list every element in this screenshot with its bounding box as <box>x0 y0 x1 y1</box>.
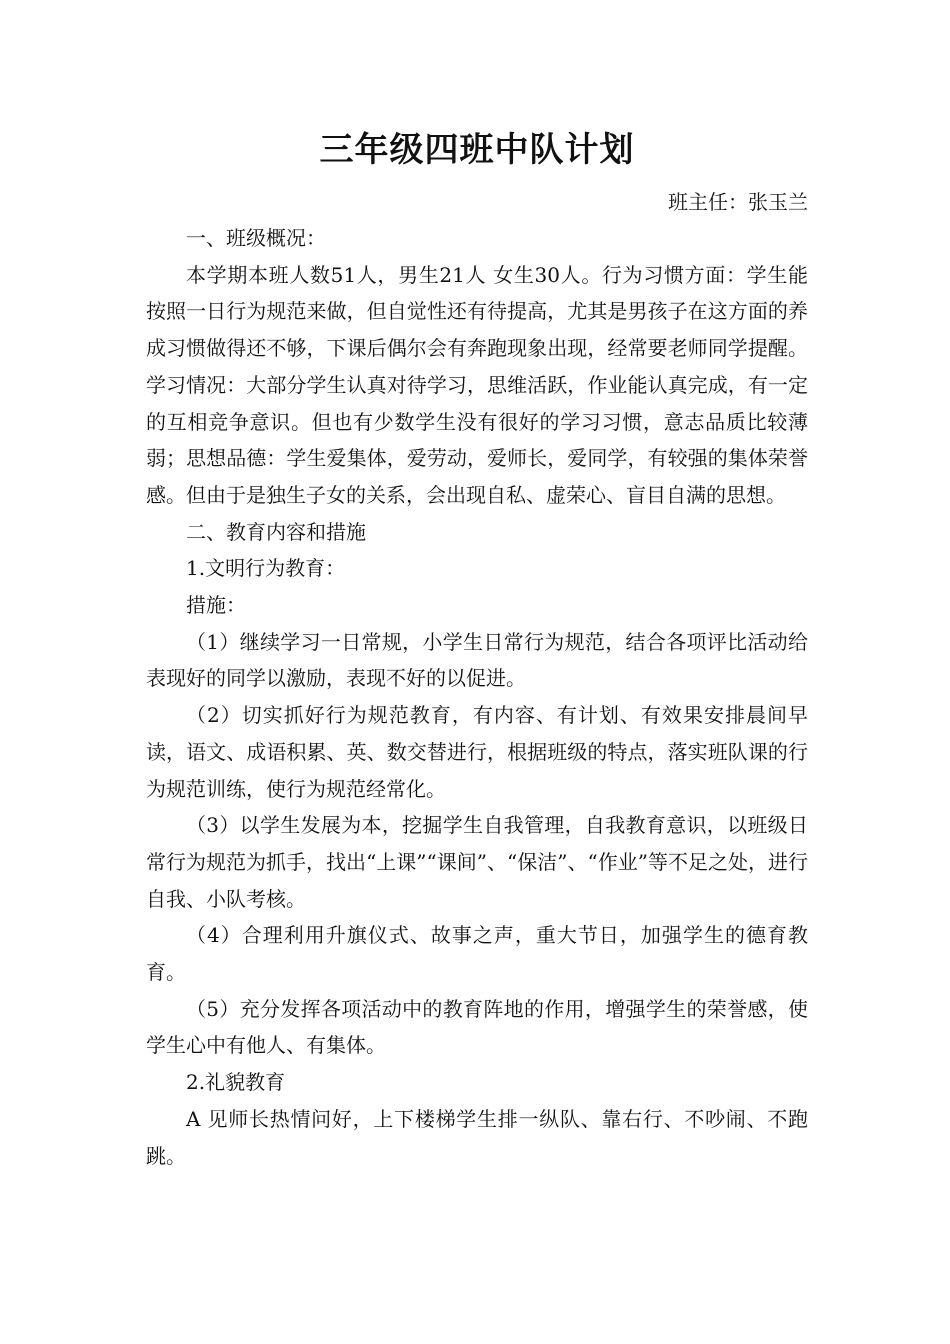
section-heading-class-overview: 一、班级概况： <box>186 226 326 250</box>
section-heading-education-measures: 二、教育内容和措施 <box>186 519 366 544</box>
paragraph-class-overview: 本学期本班人数51人，男生21人 女生30人。行为习惯方面：学生能按照一日行为规范来做，但自觉性还有待提高，尤其是男孩子在这方面的养成习惯做得还不够，下课后偶尔会有奔跑现象出现，经常要老师同学提醒。学习情况：大部分学生认真对待学习，思维活跃，作业能认真完成，有一定的互相竞争意识。但也有少数学生没有很好的学习习惯，意志品质比较薄弱；思想品德：学生爱集体，爱劳动，爱师长，爱同学，有较强的集体荣誉感。但由于是独生子女的关系，会出现自私、虚荣心、盲目自满的思想。 <box>146 262 808 507</box>
measure-item-5: （5）充分发挥各项活动中的教育阵地的作用，增强学生的荣誉感，使学生心中有他人、有集体。 <box>146 996 808 1058</box>
subheading-civilized-behavior: 1.文明行为教育： <box>186 556 346 581</box>
measure-item-2: （2）切实抓好行为规范教育，有内容、有计划、有效果安排晨间早读，语文、成语积累、英、数交替进行，根据班级的特点，落实班队课的行为规范训练，使行为规范经常化。 <box>146 703 808 801</box>
document-title: 三年级四班中队计划 <box>319 130 635 170</box>
document-content <box>146 122 808 1174</box>
teacher-name: 班主任：张玉兰 <box>668 190 808 214</box>
courtesy-item-a: A 见师长热情问好，上下楼梯学生排一纵队、靠右行、不吵闹、不跑跳。 <box>146 1106 808 1168</box>
measure-item-4: （4）合理利用升旗仪式、故事之声，重大节日，加强学生的德育教育。 <box>146 923 808 985</box>
measures-label: 措施： <box>186 593 246 618</box>
subheading-courtesy-education: 2.礼貌教育 <box>186 1070 286 1095</box>
measure-item-1: （1）继续学习一日常规，小学生日常行为规范，结合各项评比活动给表现好的同学以激励，表现不好的以促进。 <box>146 629 808 691</box>
measure-item-3: （3）以学生发展为本，挖掘学生自我管理，自我教育意识，以班级日常行为规范为抓手，找出“上课”“课间”、“保洁”、“作业”等不足之处，进行自我、小队考核。 <box>146 813 808 911</box>
